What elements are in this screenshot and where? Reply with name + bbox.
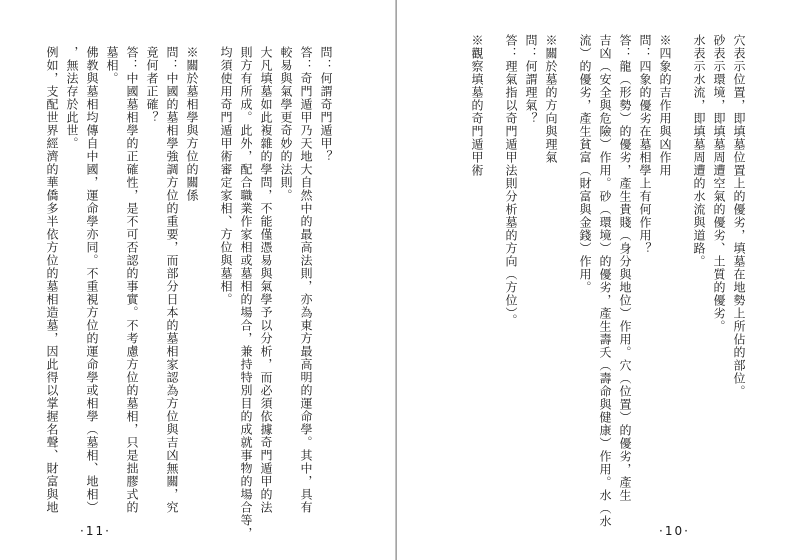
- section-heading: ※四象的吉作用與凶作用: [658, 34, 672, 177]
- text-line: 則方有所成。此外，配合職業作家相或墓相的場合，兼持特別目的成就事物的場合等，: [239, 46, 253, 540]
- text-line: 竟何者正確？: [145, 46, 159, 124]
- text-line: 吉凶（安全與危險）作用。砂（環境）的優劣，產生壽夭（壽命與健康）作用。水（水: [598, 34, 612, 528]
- text-line: 例如，支配世界經濟的華僑多半依方位的墓相造墓，因此得以掌握名聲、財富與地: [45, 46, 59, 514]
- text-line: 水表示水流，即填墓周遭的水流與道路。: [692, 34, 706, 268]
- text-line: 問：何謂奇門遁甲？: [319, 46, 333, 163]
- text-line: 穴表示位置，即填墓位置上的優劣，填墓在地勢上所佔的部位。: [732, 34, 746, 398]
- page-number-left: ·11·: [80, 524, 111, 538]
- line-gap: [675, 34, 689, 494]
- text-line: 問：中國的墓相學強調方位的重要，而部分日本的墓相家認為方位與吉凶無關，究: [165, 46, 179, 514]
- left-page: [0, 0, 396, 560]
- text-line: 答：中國墓相學的正確性，是不可否認的事實。不考慮方位的墓相，只是拙膠式的: [125, 46, 139, 514]
- right-page-text: [467, 34, 749, 528]
- text-line: 墓相。: [105, 46, 119, 85]
- text-line: 砂表示環境，即填墓周遭空氣的優劣、土質的優劣。: [712, 34, 726, 333]
- section-heading: ※關於墓相學與方位的關係: [185, 46, 199, 202]
- right-page: [397, 0, 793, 560]
- page-number-right: ·10·: [659, 524, 690, 538]
- text-line: ，無法存於此世。: [65, 46, 79, 150]
- line-gap: [202, 46, 216, 501]
- text-line: 均須使用奇門遁甲術審定家相、方位與墓相。: [219, 46, 233, 306]
- text-line: 大凡填墓如此複雜的學問，不能僅憑易與氣學予以分析，而必須依據奇門遁甲的法: [259, 46, 273, 514]
- text-line: 答：奇門遁甲乃天地大自然中的最高法則，亦為東方最高明的運命學。其中，具有: [299, 46, 313, 514]
- text-line: 較易與氣學更奇妙的法則。: [279, 46, 293, 202]
- line-gap: [487, 34, 501, 494]
- text-line: 問：四象的優劣在墓相學上有何作用？: [638, 34, 652, 255]
- section-heading: ※關於墓的方向與理氣: [544, 34, 558, 164]
- text-line: 流）的優劣，產生貧富（財富與金錢）作用。: [578, 34, 592, 294]
- text-line: 答：龍（形勢）的優劣，產生貴賤（身分與地位）作用。穴（位置）的優劣，產生: [618, 34, 632, 502]
- line-gap: [561, 34, 575, 494]
- section-heading: ※觀察填墓的奇門遁甲術: [470, 34, 484, 177]
- text-line: 問：何謂理氣？: [524, 34, 538, 125]
- text-line: 佛教與墓相均傳自中國，運命學亦同。不重視方位的運命學或相學（墓相、地相）: [85, 46, 99, 514]
- text-line: 答：理氣指以奇門遁甲法則分析墓的方向（方位）。: [504, 34, 518, 327]
